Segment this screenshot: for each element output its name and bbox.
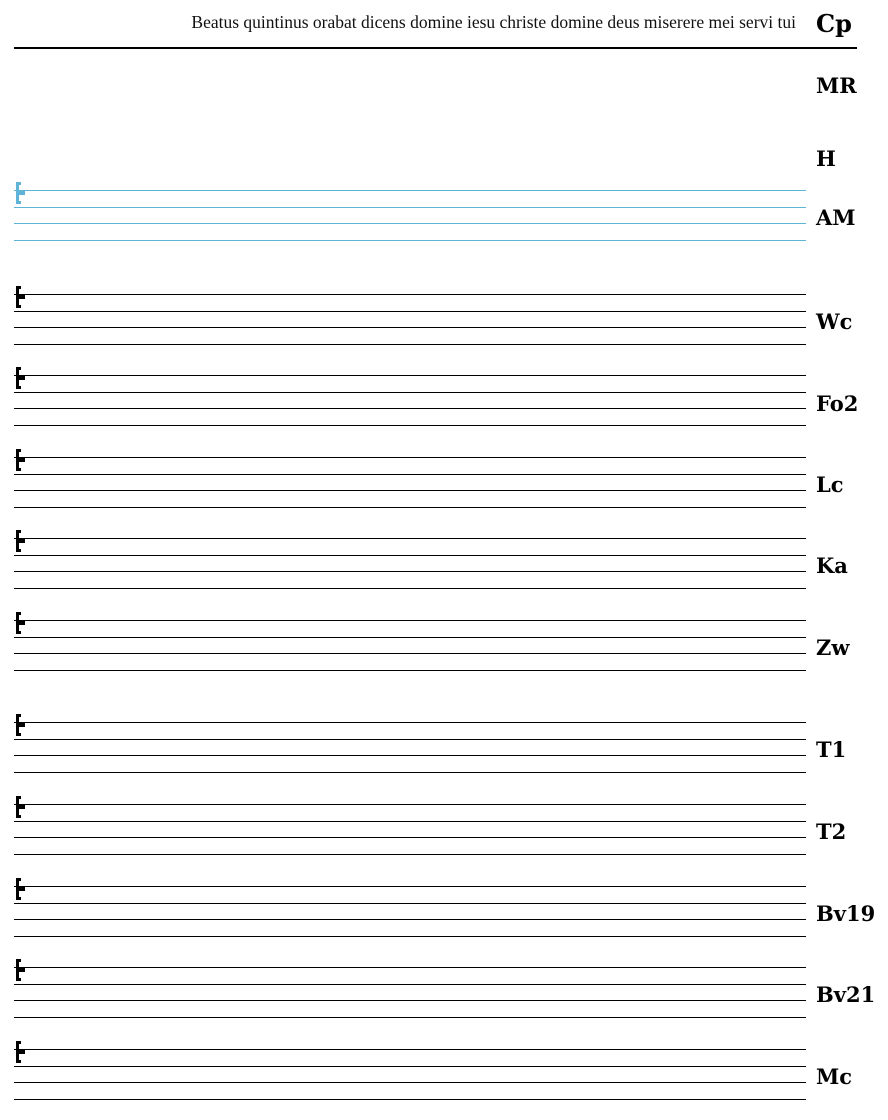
siglum-am[interactable]: AM [816, 205, 856, 230]
c-clef-icon[interactable] [14, 448, 26, 472]
staff-line [14, 344, 806, 345]
c-clef-icon[interactable] [14, 611, 26, 635]
siglum-ka[interactable]: Ka [816, 553, 848, 578]
staff-zw[interactable] [14, 620, 806, 670]
c-clef-icon[interactable] [14, 713, 26, 737]
staff-fo2[interactable] [14, 375, 806, 425]
staff-line [14, 755, 806, 756]
siglum-t1[interactable]: T1 [816, 737, 847, 762]
siglum-mr[interactable]: MR [816, 73, 857, 98]
siglum-fo2[interactable]: Fo2 [816, 391, 859, 416]
staff-line [14, 207, 806, 208]
staff-line [14, 837, 806, 838]
staff-line [14, 311, 806, 312]
staff-line [14, 375, 806, 376]
staff-line [14, 1082, 806, 1083]
staff-line [14, 1000, 806, 1001]
staff-line [14, 555, 806, 556]
c-clef-icon[interactable] [14, 877, 26, 901]
siglum-t2[interactable]: T2 [816, 819, 847, 844]
staff-line [14, 1099, 806, 1100]
siglum-cp[interactable]: Cp [816, 9, 852, 38]
staff-lc[interactable] [14, 457, 806, 507]
staff-line [14, 1049, 806, 1050]
staff-line [14, 1066, 806, 1067]
staff-line [14, 967, 806, 968]
staff-t2[interactable] [14, 804, 806, 854]
staff-line [14, 408, 806, 409]
staff-ka[interactable] [14, 538, 806, 588]
chant-incipit-text: Beatus quintinus orabat dicens domine iesu christe domine deus miserere mei servi tui [191, 12, 796, 32]
staff-line [14, 588, 806, 589]
siglum-lc[interactable]: Lc [816, 472, 844, 497]
staff-line [14, 240, 806, 241]
staff-line [14, 474, 806, 475]
staff-line [14, 190, 806, 191]
staff-line [14, 772, 806, 773]
staff-line [14, 457, 806, 458]
c-clef-icon[interactable] [14, 795, 26, 819]
staff-mc[interactable] [14, 1049, 806, 1099]
siglum-mc[interactable]: Mc [816, 1064, 853, 1089]
staff-t1[interactable] [14, 722, 806, 772]
staff-line [14, 637, 806, 638]
c-clef-icon[interactable] [14, 366, 26, 390]
staff-line [14, 392, 806, 393]
c-clef-icon[interactable] [14, 181, 26, 205]
staff-line [14, 804, 806, 805]
staff-line [14, 294, 806, 295]
header-rule [14, 47, 857, 49]
staff-line [14, 223, 806, 224]
staff-line [14, 620, 806, 621]
staff-line [14, 936, 806, 937]
staff-bv19[interactable] [14, 886, 806, 936]
staff-wc[interactable] [14, 294, 806, 344]
siglum-zw[interactable]: Zw [816, 635, 850, 660]
staff-line [14, 821, 806, 822]
staff-line [14, 670, 806, 671]
staff-line [14, 854, 806, 855]
staff-line [14, 1017, 806, 1018]
staff-line [14, 571, 806, 572]
staff-line [14, 919, 806, 920]
siglum-bv21[interactable]: Bv21 [816, 982, 876, 1007]
staff-line [14, 653, 806, 654]
staff-line [14, 507, 806, 508]
siglum-h[interactable]: H [816, 146, 836, 171]
staff-line [14, 722, 806, 723]
c-clef-icon[interactable] [14, 1040, 26, 1064]
staff-line [14, 490, 806, 491]
staff-line [14, 538, 806, 539]
c-clef-icon[interactable] [14, 285, 26, 309]
staff-line [14, 739, 806, 740]
staff-line [14, 886, 806, 887]
staff-bv21[interactable] [14, 967, 806, 1017]
staff-line [14, 327, 806, 328]
c-clef-icon[interactable] [14, 529, 26, 553]
staff-line [14, 425, 806, 426]
siglum-bv19[interactable]: Bv19 [816, 901, 876, 926]
staff-am[interactable] [14, 190, 806, 240]
c-clef-icon[interactable] [14, 958, 26, 982]
siglum-wc[interactable]: Wc [816, 309, 853, 334]
staff-line [14, 984, 806, 985]
staff-line [14, 903, 806, 904]
